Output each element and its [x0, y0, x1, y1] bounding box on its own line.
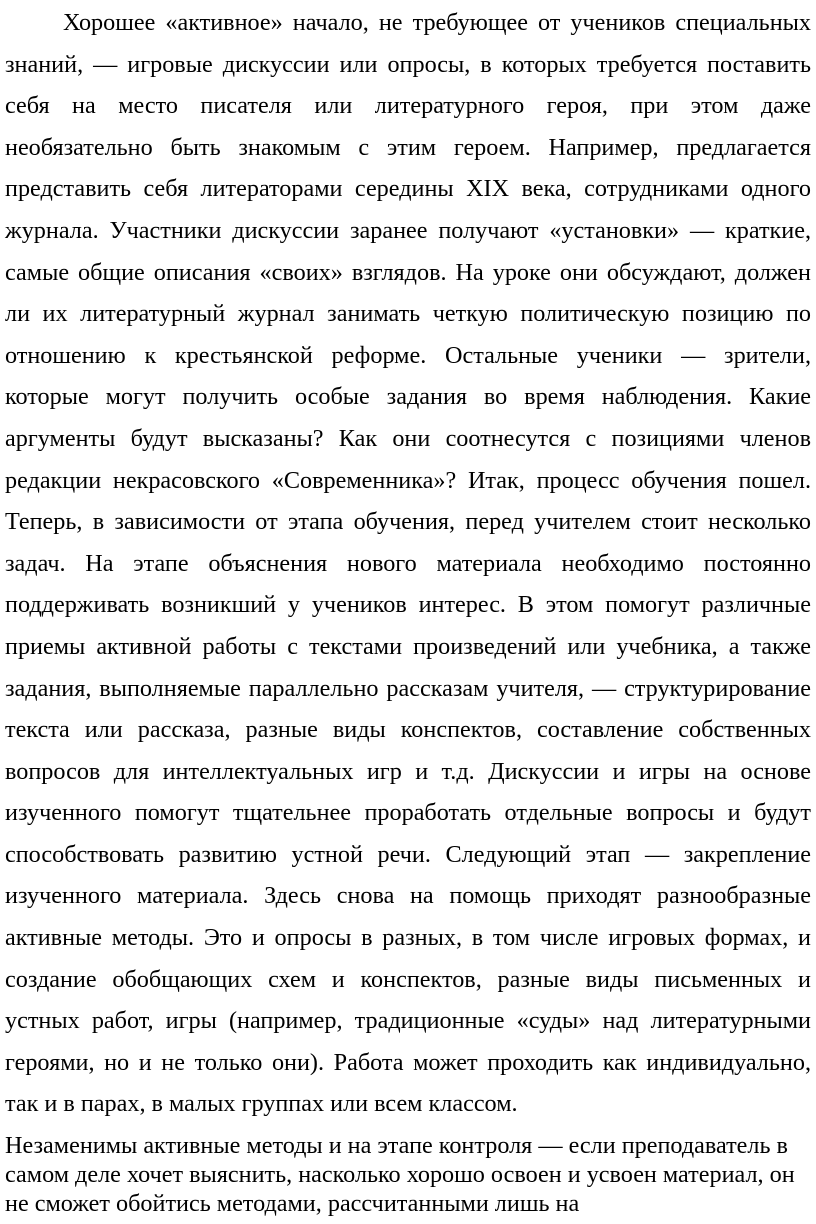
- body-paragraph-2: Незаменимы активные методы и на этапе контроля — если преподаватель в самом деле хочет выяснить, насколько хорошо освоен и усвоен материал, он не сможет обойтись методами, рассчитанными лишь на: [5, 1132, 795, 1218]
- body-paragraph-1: Хорошее «активное» начало, не требующее от учеников специальных знаний, — игровые дискуссии или опросы, в которых требуется поставить себя на место писателя или литературного героя, при этом даже необязательно быть знакомым с этим героем. Например, предлагается представить себя литераторами середины XIX века, сотрудниками одного журнала. Участники дискуссии заранее получают «установки» — краткие, самые общие описания «своих» взглядов. На уроке они обсуждают, должен ли их литературный журнал занимать четкую политическую позицию по отношению к крестьянской реформе. Остальные ученики — зрители, которые могут получить особые задания во время наблюдения. Какие аргументы будут высказаны? Как они соотнесутся с позициями членов редакции некрасовского «Современника»? Итак, процесс обучения пошел. Теперь, в зависимости от этапа обучения, перед учителем стоит несколько задач. На этапе объяснения нового материала необходимо постоянно поддерживать возникший у учеников интерес. В этом помогут различные приемы активной работы с текстами произведений или учебника, а также задания, выполняемые параллельно рассказам учителя, — структурирование текста или рассказа, разные виды конспектов, составление собственных вопросов для интеллектуальных игр и т.д. Дискуссии и игры на основе изученного помогут тщательнее проработать отдельные вопросы и будут способствовать развитию устной речи. Следующий этап — закрепление изученного материала. Здесь снова на помощь приходят разнообразные активные методы. Это и опросы в разных, в том числе игровых формах, и создание обобщающих схем и конспектов, разные виды письменных и устных работ, игры (например, традиционные «суды» над литературными героями, но и не только они). Работа может проходить как индивидуально, так и в парах, в малых группах или всем классом.: [5, 9, 811, 1118]
